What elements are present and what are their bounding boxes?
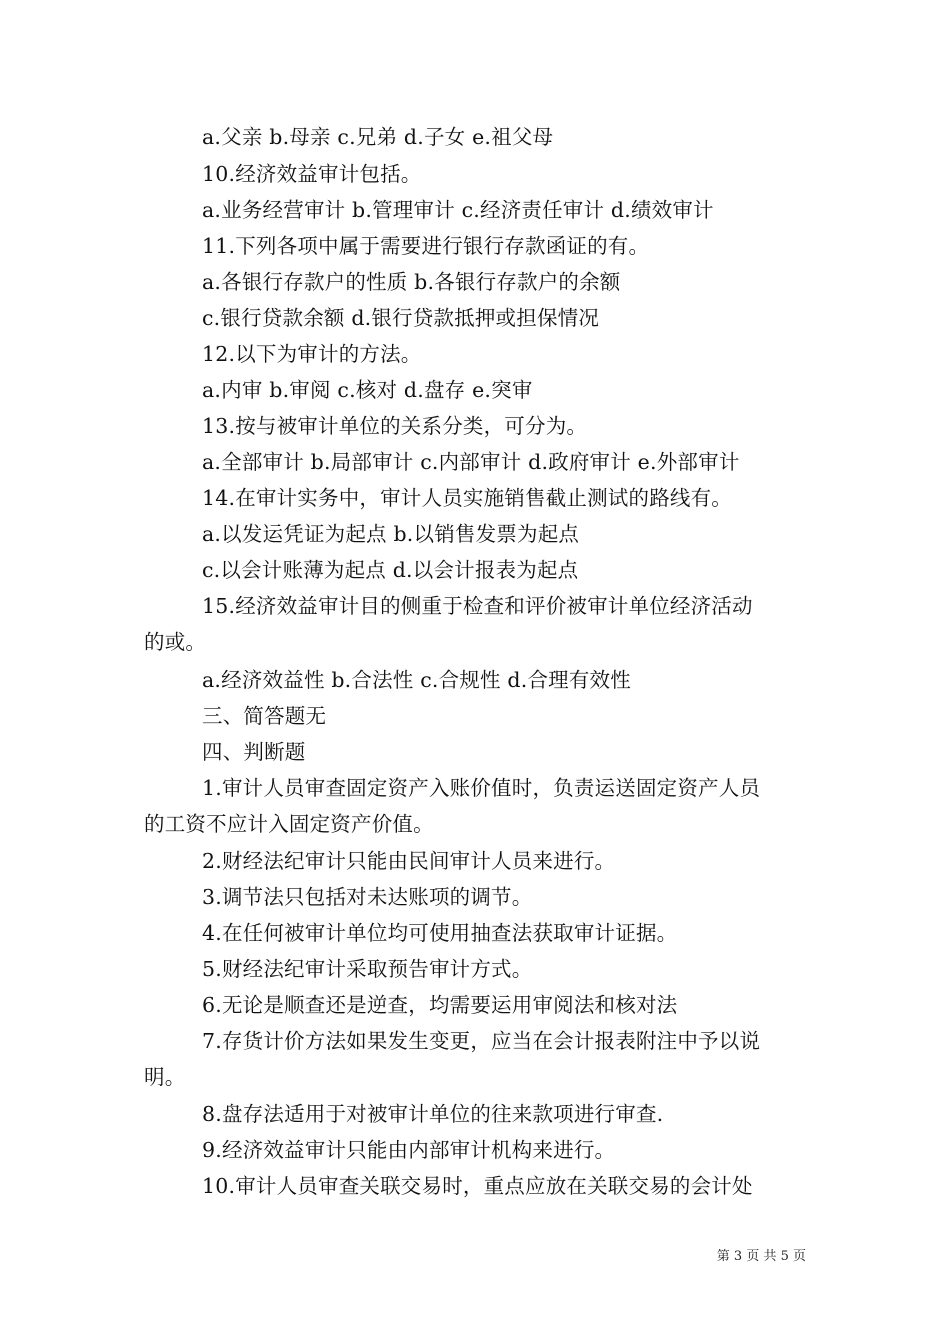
text-line: 10.审计人员审查关联交易时，重点应放在关联交易的会计处 [202,1174,753,1198]
text-line: 的或。 [144,630,207,654]
text-line: 3.调节法只包括对未达账项的调节。 [202,885,533,909]
text-line: a.以发运凭证为起点 b.以销售发票为起点 [202,522,580,546]
text-line: a.各银行存款户的性质 b.各银行存款户的余额 [202,270,621,294]
text-line: 10.经济效益审计包括。 [202,162,422,186]
section-heading: 三、简答题无 [202,704,327,728]
text-line: 1.审计人员审查固定资产入账价值时，负责运送固定资产人员 [202,776,761,800]
text-line: 4.在任何被审计单位均可使用抽查法获取审计证据。 [202,921,678,945]
text-line: 7.存货计价方法如果发生变更，应当在会计报表附注中予以说 [202,1029,761,1053]
text-line: a.内审 b.审阅 c.核对 d.盘存 e.突审 [202,378,533,402]
text-line: 13.按与被审计单位的关系分类，可分为。 [202,414,588,438]
text-line: c.以会计账薄为起点 d.以会计报表为起点 [202,558,579,582]
text-line: 2.财经法纪审计只能由民间审计人员来进行。 [202,849,616,873]
text-line: 明。 [144,1065,186,1089]
text-line: a.业务经营审计 b.管理审计 c.经济责任审计 d.绩效审计 [202,198,714,222]
text-line: a.经济效益性 b.合法性 c.合规性 d.合理有效性 [202,668,631,692]
text-line: 14.在审计实务中，审计人员实施销售截止测试的路线有。 [202,486,733,510]
text-line: c.银行贷款余额 d.银行贷款抵押或担保情况 [202,306,600,330]
text-line: 5.财经法纪审计采取预告审计方式。 [202,957,533,981]
text-line: 9.经济效益审计只能由内部审计机构来进行。 [202,1138,616,1162]
page-number: 第 3 页 共 5 页 [716,1249,806,1264]
text-line: a.父亲 b.母亲 c.兄弟 d.子女 e.祖父母 [202,125,554,149]
text-line: 8.盘存法适用于对被审计单位的往来款项进行审查. [202,1102,664,1126]
text-line: 11.下列各项中属于需要进行银行存款函证的有。 [202,234,650,258]
text-line: a.全部审计 b.局部审计 c.内部审计 d.政府审计 e.外部审计 [202,450,740,474]
text-line: 15.经济效益审计目的侧重于检查和评价被审计单位经济活动 [202,594,753,618]
section-heading: 四、判断题 [202,740,306,764]
text-line: 12.以下为审计的方法。 [202,342,422,366]
text-line: 的工资不应计入固定资产价值。 [144,812,434,836]
text-line: 6.无论是顺查还是逆查，均需要运用审阅法和核对法 [202,993,678,1017]
